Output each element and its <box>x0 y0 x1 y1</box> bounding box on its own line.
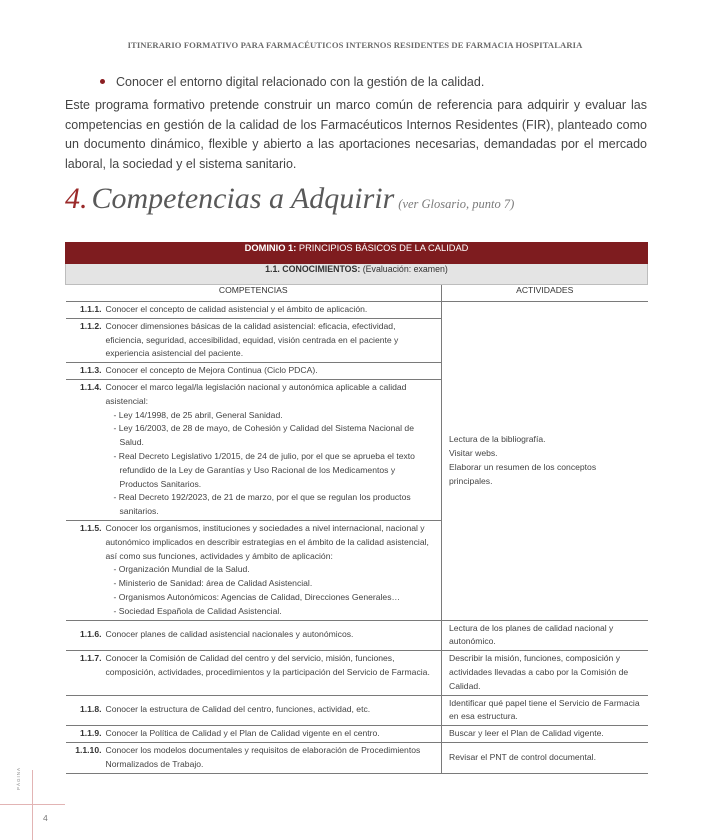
competency-code: 1.1.8. <box>79 704 102 715</box>
activity-text: Buscar y leer el Plan de Calidad vigente. <box>449 728 604 739</box>
domain-title: PRINCIPIOS BÁSICOS DE LA CALIDAD <box>296 243 469 253</box>
activity-cell <box>442 302 648 621</box>
knowledge-label: 1.1. CONOCIMIENTOS: <box>265 264 361 274</box>
section-number: 4. <box>65 182 88 215</box>
competency-subitem: - Ley 14/1998, de 25 abril, General Sanidad. <box>113 409 283 420</box>
competency-cell <box>66 695 442 726</box>
competency-subitem: - Real Decreto Legislativo 1/2015, de 24 de julio, por el que se aprueba el texto refundido de la Ley de Garantías y Uso Racional de los Medicamentos y Productos Sanitarios. <box>113 450 415 489</box>
table-row <box>66 726 648 743</box>
competency-cell <box>66 620 442 651</box>
activity-text: Revisar el PNT de control documental. <box>449 751 596 762</box>
competency-cell <box>66 520 442 620</box>
activity-cell <box>442 742 648 773</box>
competency-text: Conocer dimensiones básicas de la calidad asistencial: eficacia, efectividad, eficiencia, seguridad, accesibilidad, equidad, visión centrada en el paciente y experiencia asistencial del paciente. <box>105 320 399 359</box>
competency-subitem: - Organización Mundial de la Salud. <box>113 564 250 575</box>
knowledge-cell <box>66 264 648 285</box>
competency-subitem: - Real Decreto 192/2023, de 21 de marzo, por el que se regulan los productos sanitarios. <box>113 492 411 517</box>
competency-cell <box>66 363 442 380</box>
activity-line: Lectura de la bibliografía. <box>449 434 546 445</box>
competency-cell <box>66 318 442 362</box>
activity-line: Elaborar un resumen de los conceptos principales. <box>449 461 597 486</box>
footer-vertical-rule <box>32 770 33 840</box>
competency-code: 1.1.2. <box>79 320 102 331</box>
section-heading <box>65 182 514 216</box>
competency-text: Conocer planes de calidad asistencial nacionales y autonómicos. <box>105 629 354 640</box>
activity-cell <box>442 651 648 695</box>
competency-cell <box>66 651 442 695</box>
competency-code: 1.1.3. <box>79 365 102 376</box>
domain-label: DOMINIO 1: <box>244 243 297 253</box>
competency-cell <box>66 742 442 773</box>
activity-list <box>442 432 648 489</box>
competency-cell <box>66 379 442 520</box>
running-header: ITINERARIO FORMATIVO PARA FARMACÉUTICOS INTERNOS RESIDENTES DE FARMACIA HOSPITALARIA <box>127 40 583 50</box>
competency-code: 1.1.10. <box>75 744 102 755</box>
competencies-table <box>65 242 648 774</box>
table-row <box>66 651 648 695</box>
competency-code: 1.1.5. <box>79 522 102 533</box>
knowledge-row <box>66 264 648 285</box>
competency-text: Conocer el concepto de calidad asistencial y el ámbito de aplicación. <box>105 304 368 314</box>
competency-code: 1.1.6. <box>79 629 102 640</box>
activity-text: Identificar qué papel tiene el Servicio de Farmacia en esa estructura. <box>449 697 640 722</box>
activity-line: Visitar webs. <box>449 447 498 458</box>
competency-text: Conocer el concepto de Mejora Continua (Ciclo PDCA). <box>105 365 318 376</box>
competency-code: 1.1.7. <box>79 653 102 664</box>
page-number: 4 <box>43 813 48 823</box>
competency-text: Conocer la Comisión de Calidad del centro y del servicio, misión, funciones, composición, actividades, procedimientos y la participación del Servicio de Farmacia. <box>105 653 430 677</box>
table-row <box>66 742 648 773</box>
bullet-dot-icon <box>100 79 105 84</box>
competency-code: 1.1.4. <box>79 381 102 392</box>
header-actividades: ACTIVIDADES <box>442 285 648 302</box>
competency-body <box>102 381 442 519</box>
competency-body <box>102 522 442 619</box>
table-row <box>66 620 648 651</box>
bullet-item <box>100 75 484 89</box>
competency-subitem: - Sociedad Española de Calidad Asistencial. <box>113 605 282 616</box>
activity-cell <box>442 620 648 651</box>
activity-text: Describir la misión, funciones, composición y actividades llevadas a cabo por la Comisión de Calidad. <box>449 653 629 691</box>
competency-cell <box>66 302 442 319</box>
activity-text: Lectura de los planes de calidad nacional y autonómico. <box>449 622 614 647</box>
bullet-text: Conocer el entorno digital relacionado con la gestión de la calidad. <box>116 75 485 89</box>
table-row <box>66 695 648 726</box>
competency-text: Conocer los modelos documentales y requisitos de elaboración de Procedimientos Normalizados de Trabajo. <box>105 744 421 769</box>
activity-cell <box>442 726 648 743</box>
competency-text: Conocer la estructura de Calidad del centro, funciones, actividad, etc. <box>105 704 371 715</box>
intro-paragraph: Este programa formativo pretende construir un marco común de referencia para adquirir y evaluar las competencias en gestión de la calidad de los Farmacéuticos Internos Residentes (FIR), planteado como un documento dinámico, flexible y abierto a las aportaciones necesarias, demandadas por el mercado laboral, la sociedad y el sistema sanitario. <box>65 98 647 171</box>
competency-code: 1.1.9. <box>79 728 102 739</box>
footer-horizontal-rule <box>0 804 65 805</box>
domain-row <box>66 243 648 264</box>
competency-text: Conocer el marco legal/la legislación nacional y autonómica aplicable a calidad asistencial: <box>105 381 407 406</box>
section-reference: (ver Glosario, punto 7) <box>398 197 515 211</box>
domain-cell <box>66 243 648 264</box>
header-competencias: COMPETENCIAS <box>66 285 442 302</box>
competency-subitem: - Ministerio de Sanidad: área de Calidad Asistencial. <box>113 578 313 589</box>
table-header-row <box>66 285 648 302</box>
activity-cell <box>442 695 648 726</box>
table-row <box>66 302 648 319</box>
competency-text: Conocer los organismos, instituciones y sociedades a nivel internacional, nacional y autonómico implicados en describir estrategias en el ámbito de la calidad asistencial, así como sus funciones, actividades y ámbito de aplicación: <box>105 522 429 561</box>
knowledge-evaluation: (Evaluación: examen) <box>360 264 448 274</box>
section-title: Competencias a Adquirir <box>91 182 395 215</box>
competency-subitem: - Organismos Autonómicos: Agencias de Calidad, Direcciones Generales… <box>113 591 401 602</box>
competency-code: 1.1.1. <box>79 304 102 314</box>
competency-cell <box>66 726 442 743</box>
page-side-label: PÁGINA <box>16 766 21 790</box>
competency-subitem: - Ley 16/2003, de 28 de mayo, de Cohesión y Calidad del Sistema Nacional de Salud. <box>113 423 414 448</box>
competency-text: Conocer la Política de Calidad y el Plan de Calidad vigente en el centro. <box>105 728 380 739</box>
